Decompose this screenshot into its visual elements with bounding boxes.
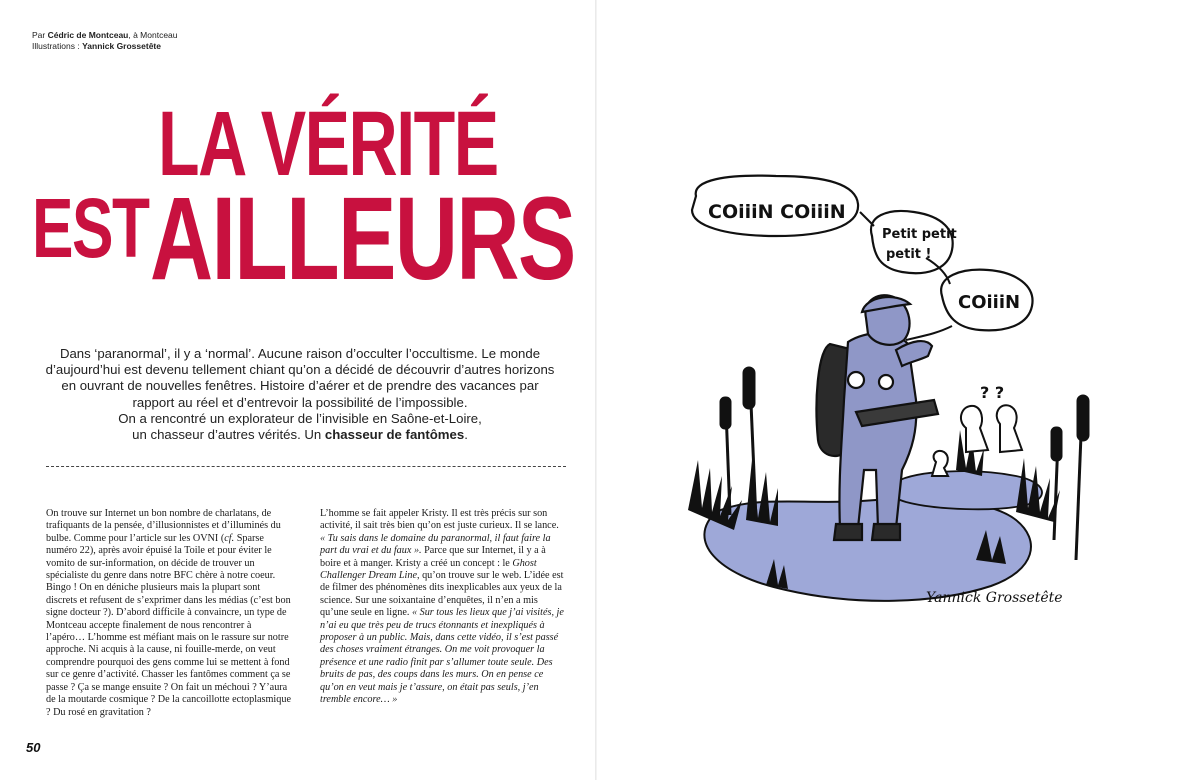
ducks (932, 405, 1022, 476)
author-name: Cédric de Montceau (47, 30, 129, 40)
duck-1 (961, 406, 988, 452)
credits-author-line: Par Cédric de Montceau, à Montceau (32, 30, 178, 40)
quote-2: « Sur tous les lieux que j’ai visités, je n’ai eu que très peu de trucs étonnants et inexpliqués à proposer à un public. Mais, dans cette vidéo, il s’est passé des choses vraiment étranges. On me voit provoquer la présence et une radio finit par s’allumer toute seule. Des bruits de pas, des coups dans les murs. On en pense ce qu’on en veut mais je t’assure, on était pas seuls, j’en tremble encore… » (320, 607, 564, 706)
bubble-1-text: COiiiN COiiiN (708, 201, 846, 223)
article-headline (0, 0, 596, 305)
bubble-3-text: COiiiN (958, 292, 1021, 313)
page-number: 50 (26, 740, 41, 755)
body-column-1: On trouve sur Internet un bon nombre de charlatans, de trafiquants de la pensée, d’illusionnistes et d’illuminés du bulbe. Comme pour l’article sur les OVNI (cf. Sparse numéro 22), après avoir épuisé la Toile et pour éviter le vomito de sur-information, on décide de trouver un spécialiste du genre dans notre BFC chère à notre coeur. Bingo ! On en déniche plusieurs mais la plupart sont discrets et refusent de s’exprimer dans les médias (c’est bon signe docteur ?). D’abord difficile à convaincre, un type de Montceau accepte finalement de nous rencontrer à l’apéro… L’homme est méfiant mais on le rassure sur notre approche. Ni acquis à la cause, ni fouille-merde, on veut comprendre pourquoi des gens comme lui se mettent à fond sur ce genre d’activité. Chasser les fantômes comment ça se passe ? Ça se mange ensuite ? On fait un méchoui ? Y’aura de la moutarde cosmique ? De la cancoillotte ectoplasmique ? Du rosé en gravitation ? (46, 508, 291, 718)
illustrator-name: Yannick Grossetête (82, 41, 161, 51)
headline-word-est: EST (32, 181, 149, 275)
duck-small (932, 451, 948, 476)
brand-name: Ghost Challenger Dream Line (320, 557, 537, 582)
speech-bubble-1 (692, 176, 858, 236)
body-column-2: L’homme se fait appeler Kristy. Il est très précis sur son activité, il sait très bien qu’on est juste curieux. Il se lance. « Tu sais dans le domaine du paranormal, il faut faire la part du vrai et du faux ». Parce que sur Internet, il y a à boire et à manger. Kristy a créé un concept : le Ghost Challenger Dream Line, qu’on trouve sur le web. L’idée est de filmer des phénomènes dits inexplicables aux yeux de la science. Sur une soixantaine d’enquêtes, il n’en a mis qu’une seule en ligne. « Sur tous les lieux que j’ai visités, je n’ai eu que très peu de trucs étonnants et inexpliqués à proposer à un public. Mais, dans cette vidéo, il s’est passé des choses vraiment étranges. On me voit provoquer la présence et une radio finit par s’allumer toute seule. Des bruits de pas, des coups dans les murs. On en pense ce qu’on en veut mais je t’assure, on était pas seuls, j’en tremble encore… » (320, 508, 564, 706)
standfirst-line-2: On a rencontré un explorateur de l’invisible en Saône-et-Loire, (118, 410, 482, 426)
illustrator-signature: Yannick Grossetête (926, 590, 1063, 606)
hunter-badge-right (879, 375, 893, 389)
headline-word-ailleurs: AILLEURS (150, 173, 575, 305)
speech-bubble-2 (860, 211, 957, 273)
quote-1: « Tu sais dans le domaine du paranormal, il faut faire la part du vrai et du faux ». (320, 532, 551, 557)
bubble-2-line-1: Petit petit (882, 227, 957, 242)
duck-2 (997, 405, 1022, 452)
article-standfirst (40, 346, 560, 443)
credits-illustrator-line: Illustrations : Yannick Grossetête (32, 41, 161, 51)
right-page (596, 0, 1200, 780)
standfirst-line-3: un chasseur d’autres vérités. Un chasseur de fantômes. (132, 427, 468, 443)
question-marks: ? ? (980, 383, 1005, 402)
standfirst-text: Dans ‘paranormal’, il y a ‘normal’. Aucune raison d’occulter l’occultisme. Le monde d’aujourd’hui est devenu tellement chiant qu’on a décidé de découvrir d’autres horizons en ouvrant de nouvelles fenêtres. Histoire d’aérer et de prendre des vacances par rapport au réel et d’entrevoir la possibilité de l’impossible. (45, 346, 555, 410)
dashed-divider (46, 466, 566, 467)
left-page (0, 0, 596, 780)
headline-line-1: LA VÉRITÉ (158, 93, 498, 195)
bubble-2-line-2: petit ! (886, 247, 932, 262)
hunter-badge-left (848, 372, 864, 388)
standfirst-highlight: chasseur de fantômes (324, 427, 465, 443)
ghost-hunter-illustration (596, 0, 1200, 780)
